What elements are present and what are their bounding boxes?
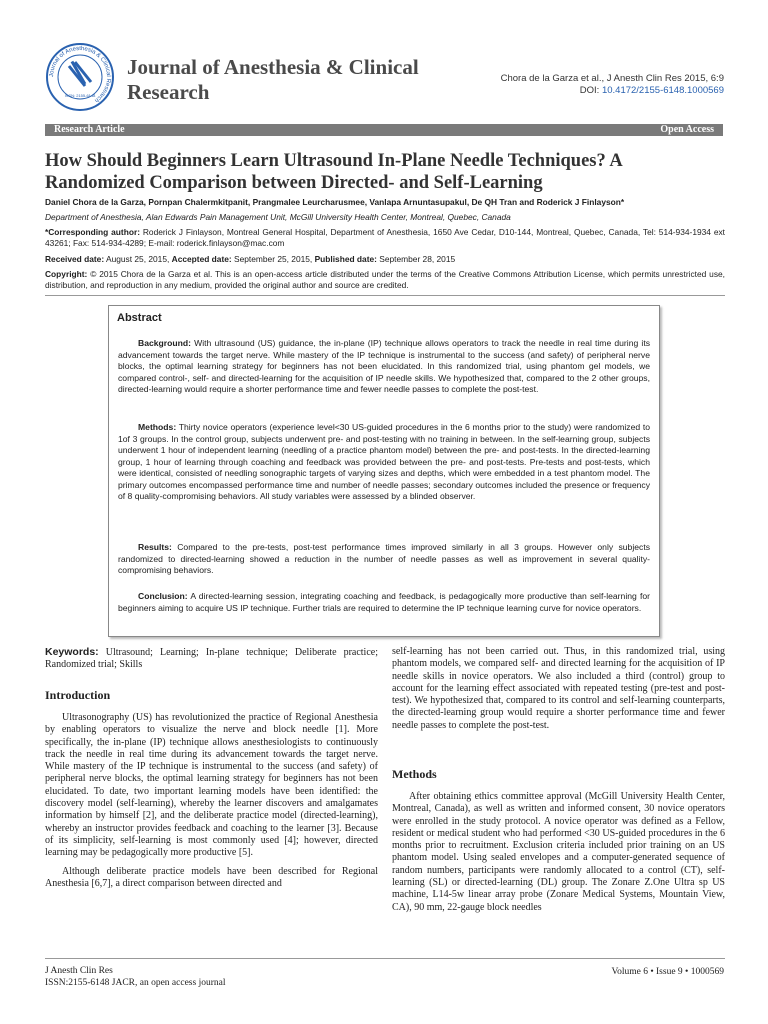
introduction-heading: Introduction xyxy=(45,688,111,702)
right-column-top xyxy=(392,646,725,732)
article-dates: Received date: August 25, 2015, Accepted date: September 25, 2015, Published date: September 28, 2015 xyxy=(45,254,456,264)
methods-paragraph: After obtaining ethics committee approval (McGill University Health Center, Montreal, Canada), as well as written and informed consent, 30 novice operators were enrolled in the study protocol. A novice operator was defined as a Fellow, resident or medical student who had performed <30 US-guided procedures in the 6 months prior to recruitment. Exclusion criteria included prior training on an US phantom model. Using sealed envelopes and a computer-generated sequence of random numbers, participants were randomly allocated to a control (CT), self-learning (SL) or directed-learning (DL) group. The Zonare Z.One Ultra sp US machine, L14-5w linear array probe (Zonare Medical Systems, Mountain View, CA), 90 mm, 22-gauge block needles xyxy=(392,791,725,913)
footer-rule xyxy=(45,958,725,959)
journal-logo xyxy=(45,42,115,112)
left-column xyxy=(45,712,378,890)
intro-paragraph: Although deliberate practice models have been described for Regional Anesthesia [6,7], a direct comparison between directed and xyxy=(45,865,378,889)
journal-seal-icon xyxy=(45,42,115,112)
article-title: How Should Beginners Learn Ultrasound In-Plane Needle Techniques? A Randomized Comparison between Directed- and Self-Learning xyxy=(45,151,622,193)
open-access-label: Open Access xyxy=(660,124,714,135)
abstract-background: Background: With ultrasound (US) guidance, the in-plane (IP) technique allows operators to track the needle in real time during its advancement towards the target nerve. While mastery of the IP technique is instrumental to the success (and safety) of peripheral nerve blocks, the optimal learning strategy for beginners has not been elucidated. In this randomized trial, using phantom gel models, we compared control-, self- and directed-learning for the acquisition of IP needle skills. We hypothesized that, compared to the 2 other groups, directed-learning would require a shorter performance time and fewer needle passes to complete the post-test. xyxy=(118,338,650,394)
citation-block xyxy=(501,73,724,97)
abstract-methods: Methods: Thirty novice operators (experience level<30 US-guided procedures in the 6 months prior to the study) were randomized to 1of 3 groups. In the control group, subjects underwent pre- and post-testing with no training in between. In the self-learning group, subjects underwent 1 hour of independent learning (needling of a practice phantom model) between the pre- and post-tests. In the directed-learning group, 1 hour of learning through coaching and feedback was provided between the pre- and post-tests. Pre-tests and post-tests, which were identical, consisted of needling sonographic targets of varying sizes and depths, which were embedded in a test phantom model. The primary outcomes encompassed performance time and number of needle passes; secondary outcomes included the presence or frequency of 8 quality-compromising behaviors. All study variables were assessed by a blinded observer. xyxy=(118,422,650,501)
svg-text:ISSN: 2155-6148: ISSN: 2155-6148 xyxy=(64,93,96,98)
citation: Chora de la Garza et al., J Anesth Clin Res 2015, 6:9 xyxy=(500,73,724,84)
divider xyxy=(45,295,725,296)
affiliation: Department of Anesthesia, Alan Edwards Pain Management Unit, McGill University Health Center, Montreal, Quebec, Canada xyxy=(45,212,511,222)
article-type: Research Article xyxy=(54,124,125,135)
intro-paragraph: Ultrasonography (US) has revolutionized the practice of Regional Anesthesia by enabling operators to visualize the nerve and block needle [1]. More specifically, the in-plane (IP) technique allows anesthesiologists to continuously track the needle in real time during its advancement towards the target nerve. While mastery of the IP technique is instrumental to the success (and safety) of peripheral nerve blocks, the optimal learning strategy for beginners has not been elucidated. To date, two important learning models have been identified: the discovery model (self-learning), whereby the learner discovers and amalgamates information by himself [2], and the deliberate practice model (directed-learning), whereby an instructor provides feedback and coaching to the learner [3]. Because of its simplicity, self-learning is most commonly used [4]; however, directed learning may be pedagogically more productive [5]. xyxy=(45,712,378,859)
abstract-box xyxy=(108,305,660,637)
author-list: Daniel Chora de la Garza, Pornpan Chalermkitpanit, Prangmalee Leurcharusmee, Vanlapa Arnuntasupakul, De QH Tran and Roderick J Finlayson* xyxy=(45,197,625,207)
footer-volume: Volume 6 • Issue 9 • 1000569 xyxy=(611,967,724,977)
svg-text:Journal of Anesthesia & Clinic: Journal of Anesthesia & Clinical Research xyxy=(48,45,112,104)
abstract-heading: Abstract xyxy=(117,312,162,324)
right-column-methods xyxy=(392,791,725,914)
doi-link[interactable]: 10.4172/2155-6148.1000569 xyxy=(601,85,724,96)
article-type-bar xyxy=(45,124,723,136)
abstract-conclusion: Conclusion: A directed-learning session, integrating coaching and feedback, is pedagogically more productive than self-learning for beginners aiming to acquire US IP technique. Further trials are required to determine the IP technique learning curve for novice operators. xyxy=(118,591,650,613)
footer-journal: J Anesth Clin Res ISSN:2155-6148 JACR, an open access journal xyxy=(45,966,226,988)
abstract-results: Results: Compared to the pre-tests, post-test performance times improved similarly in all 3 groups. However only subjects randomized to directed-learning showed a reduction in the number of needle passes as well as improvement in several quality-compromising behaviors. xyxy=(118,542,650,575)
corresponding-author: *Corresponding author: Roderick J Finlayson, Montreal General Hospital, Department of Anesthesia, 1650 Ave Cedar, D10-144, Montreal, Quebec, Canada, Tel: 514-934-1934 ext 43261; Fax: 514-934-4289; E-mail: roderick.finlayson@mac.com xyxy=(45,227,725,248)
intro-paragraph-continued: self-learning has not been carried out. Thus, in this randomized trial, using phantom models, we compared self- and directed learning for the acquisition of IP needle skills in novice operators. We also included a third (control) group to account for the learning effect associated with repeated testing (pre-test and post-test). We hypothesized that, compared to its control and self-learning counterparts, the directed-learning group would require a shorter performance time and fewer needle passes to complete the post-test. xyxy=(392,646,725,731)
keywords: Keywords: Ultrasound; Learning; In-plane technique; Deliberate practice; Randomized trial; Skills xyxy=(45,646,378,671)
copyright: Copyright: © 2015 Chora de la Garza et al. This is an open-access article distributed under the terms of the Creative Commons Attribution License, which permits unrestricted use, distribution, and reproduction in any medium, provided the original author and source are credited. xyxy=(45,269,725,290)
doi-line: DOI: 10.4172/2155-6148.1000569 xyxy=(579,85,724,96)
methods-heading: Methods xyxy=(392,767,437,781)
journal-title: Journal of Anesthesia & Clinical Research xyxy=(127,55,419,104)
